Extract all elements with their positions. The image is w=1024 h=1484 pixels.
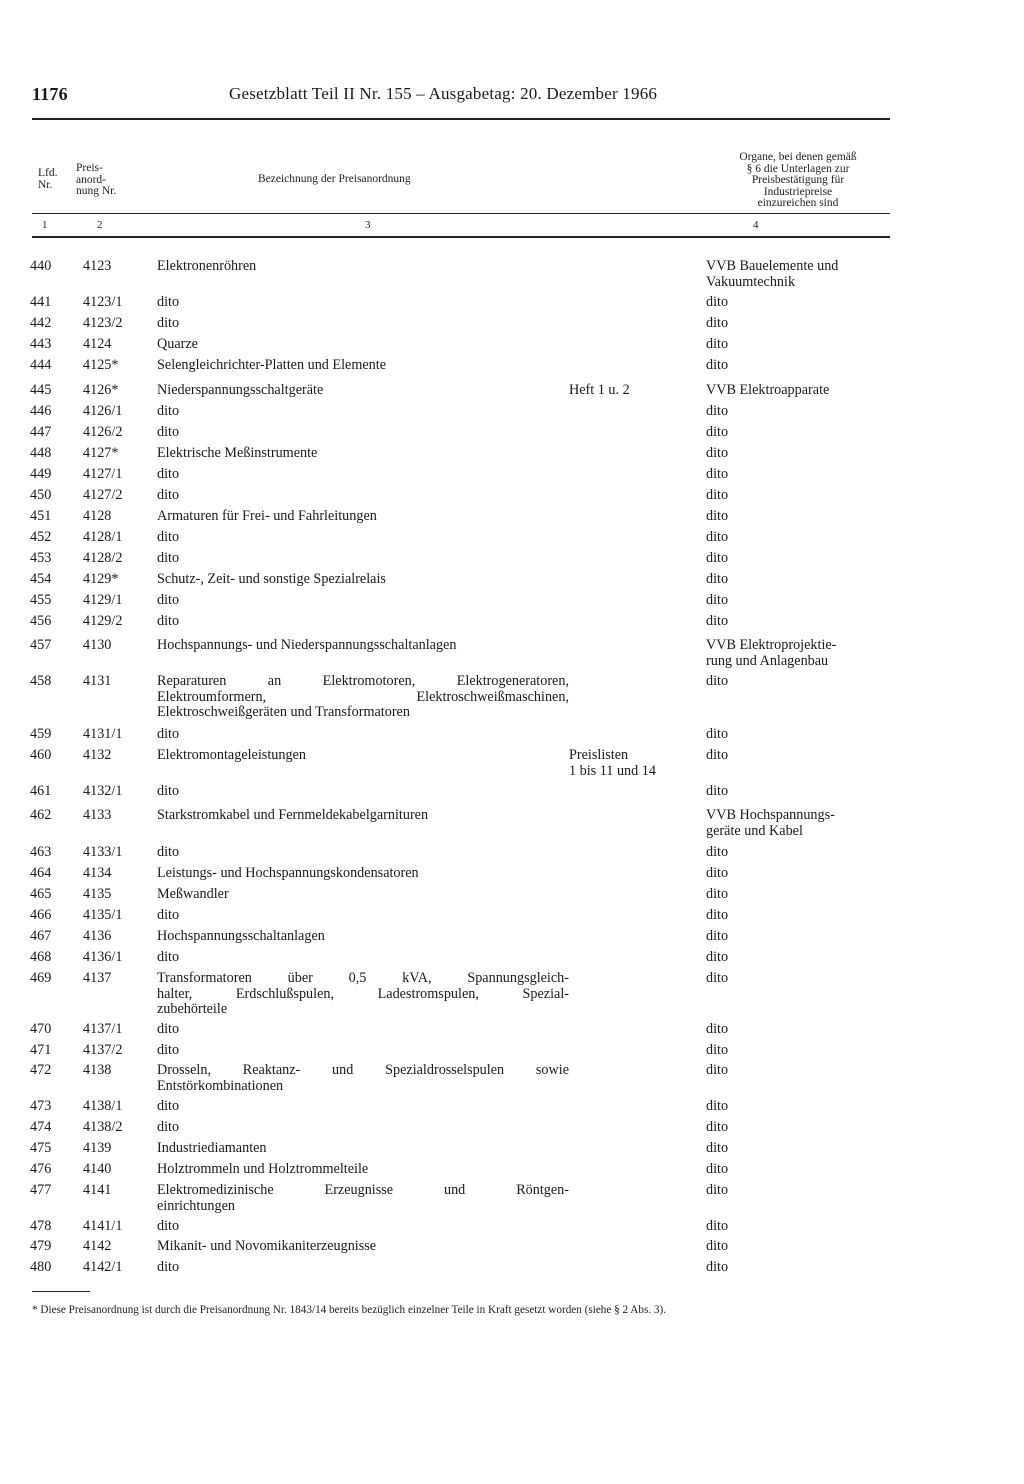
bezeichnung-cell — [157, 509, 569, 525]
bezeichnung-cell-line: Hochspannungsschaltanlagen — [157, 928, 325, 944]
bezeichnung-cell — [157, 446, 569, 462]
bezeichnung-cell — [157, 845, 569, 861]
bezeichnung-cell — [157, 572, 569, 588]
organe-cell-line: dito — [706, 1259, 729, 1275]
bezeichnung-cell-line: dito — [157, 592, 180, 608]
organe-cell — [706, 1141, 890, 1157]
preisanordnung-cell: 4127/2 — [83, 487, 123, 503]
lfd-cell: 447 — [30, 424, 52, 440]
organe-cell — [706, 887, 890, 903]
bezeichnung-cell — [157, 551, 569, 567]
organe-cell-line: VVB Bauelemente und — [706, 258, 839, 274]
organe-cell-line: VVB Hochspannungs- — [706, 807, 835, 823]
bezeichnung-cell — [157, 808, 569, 824]
lfd-cell: 476 — [30, 1161, 52, 1177]
organe-cell-line: dito — [706, 1062, 729, 1078]
organe-cell-line: dito — [706, 1218, 729, 1234]
organe-cell — [706, 950, 890, 966]
lfd-cell: 453 — [30, 550, 52, 566]
organe-cell-line: dito — [706, 844, 729, 860]
bezeichnung-cell-line: Entstörkombinationen — [157, 1077, 284, 1094]
lfd-cell: 473 — [30, 1098, 52, 1114]
organe-cell — [706, 404, 890, 420]
bezeichnung-cell-line: dito — [157, 783, 180, 799]
organe-cell-line: dito — [706, 1238, 729, 1254]
lfd-cell: 440 — [30, 258, 52, 274]
organe-cell — [706, 467, 890, 483]
bezeichnung-cell — [157, 950, 569, 966]
preisanordnung-cell: 4133/1 — [83, 844, 123, 860]
bezeichnung-cell-line: Elektroumformern, Elektroschweißmaschinen, — [157, 688, 569, 705]
bezeichnung-cell-line: einrichtungen — [157, 1197, 236, 1214]
bezeichnung-cell — [157, 1043, 569, 1059]
organe-cell — [706, 358, 890, 374]
bezeichnung-cell-line: dito — [157, 613, 180, 629]
lfd-cell: 448 — [30, 445, 52, 461]
preisanordnung-cell: 4141/1 — [83, 1218, 123, 1234]
bezeichnung-cell — [157, 425, 569, 441]
organe-cell-line: dito — [706, 592, 729, 608]
bezeichnung-cell — [157, 1099, 569, 1115]
preisanordnung-cell: 4133 — [83, 807, 112, 823]
bezeichnung-cell-line: dito — [157, 1119, 180, 1135]
organe-cell-line: dito — [706, 424, 729, 440]
column-number-2: 2 — [97, 219, 103, 231]
bezeichnung-cell-line: dito — [157, 726, 180, 742]
organe-cell — [706, 1219, 890, 1235]
preisanordnung-cell: 4137 — [83, 970, 112, 986]
bezeichnung-cell — [157, 467, 569, 483]
bezeichnung-cell — [157, 337, 569, 353]
bezeichnung-cell-line: Niederspannungsschaltgeräte — [157, 382, 324, 398]
bezeichnung-cell-line: dito — [157, 424, 180, 440]
organe-cell-line: dito — [706, 466, 729, 482]
bezeichnung-cell-line: dito — [157, 315, 180, 331]
preisanordnung-cell: 4132/1 — [83, 783, 123, 799]
preisanordnung-cell: 4135 — [83, 886, 112, 902]
organe-cell-line: dito — [706, 783, 729, 799]
preisanordnung-cell: 4125* — [83, 357, 119, 373]
lfd-cell: 468 — [30, 949, 52, 965]
organe-cell — [706, 383, 890, 399]
column-header-preisanordnung: Preis- anord- nung Nr. — [76, 162, 117, 197]
bezeichnung-cell — [157, 784, 569, 800]
organe-cell — [706, 638, 890, 669]
organe-cell — [706, 337, 890, 353]
preisanordnung-cell: 4138/1 — [83, 1098, 123, 1114]
organe-cell — [706, 866, 890, 882]
organe-cell-line: dito — [706, 487, 729, 503]
lfd-cell: 450 — [30, 487, 52, 503]
preisanordnung-cell: 4128/1 — [83, 529, 123, 545]
organe-cell — [706, 425, 890, 441]
bezeichnung-cell — [157, 1183, 569, 1214]
lfd-cell: 471 — [30, 1042, 52, 1058]
organe-cell — [706, 446, 890, 462]
lfd-cell: 480 — [30, 1259, 52, 1275]
preisanordnung-cell: 4123/2 — [83, 315, 123, 331]
bezeichnung-cell-line: Starkstromkabel und Fernmeldekabelgarnituren — [157, 807, 429, 823]
reference-cell — [569, 383, 699, 399]
preisanordnung-cell: 4140 — [83, 1161, 112, 1177]
bezeichnung-cell-line: Holztrommeln und Holztrommelteile — [157, 1161, 369, 1177]
header-title: Gesetzblatt Teil II Nr. 155 – Ausgabetag: 20. Dezember 1966 — [229, 84, 658, 103]
organe-cell — [706, 509, 890, 525]
bezeichnung-cell — [157, 866, 569, 882]
lfd-cell: 479 — [30, 1238, 52, 1254]
organe-cell — [706, 259, 890, 290]
preisanordnung-cell: 4126/1 — [83, 403, 123, 419]
organe-cell — [706, 316, 890, 332]
bezeichnung-cell — [157, 295, 569, 311]
reference-cell-line: Preislisten — [569, 747, 629, 763]
preisanordnung-cell: 4141 — [83, 1182, 112, 1198]
bezeichnung-cell-line: Quarze — [157, 336, 198, 352]
organe-cell-line: dito — [706, 336, 729, 352]
lfd-cell: 465 — [30, 886, 52, 902]
organe-cell — [706, 593, 890, 609]
bezeichnung-cell-line: Elektromedizinische Erzeugnisse und Röntgen- — [157, 1182, 569, 1198]
bezeichnung-cell-line: dito — [157, 844, 180, 860]
column-number-rule — [32, 236, 890, 238]
bezeichnung-cell — [157, 316, 569, 332]
organe-cell — [706, 727, 890, 743]
bezeichnung-cell-line: dito — [157, 1259, 180, 1275]
lfd-cell: 461 — [30, 783, 52, 799]
organe-cell — [706, 971, 890, 987]
organe-cell — [706, 1120, 890, 1136]
bezeichnung-cell-line: dito — [157, 1098, 180, 1114]
bezeichnung-cell — [157, 971, 569, 1018]
bezeichnung-cell-line: Elektronenröhren — [157, 258, 257, 274]
preisanordnung-cell: 4138 — [83, 1062, 112, 1078]
bezeichnung-cell — [157, 908, 569, 924]
organe-cell-line: VVB Elektroapparate — [706, 382, 830, 398]
bezeichnung-cell-line: dito — [157, 1218, 180, 1234]
bezeichnung-cell — [157, 727, 569, 743]
organe-cell — [706, 551, 890, 567]
bezeichnung-cell-line: dito — [157, 403, 180, 419]
lfd-cell: 456 — [30, 613, 52, 629]
lfd-cell: 463 — [30, 844, 52, 860]
reference-cell — [569, 748, 699, 779]
organe-cell-line: dito — [706, 907, 729, 923]
preisanordnung-cell: 4129/1 — [83, 592, 123, 608]
bezeichnung-cell — [157, 1260, 569, 1276]
bezeichnung-cell — [157, 488, 569, 504]
bezeichnung-cell — [157, 1239, 569, 1255]
bezeichnung-cell-line: Elektrische Meßinstrumente — [157, 445, 318, 461]
page-header — [32, 84, 890, 108]
bezeichnung-cell-line: dito — [157, 294, 180, 310]
column-header-organe: Organe, bei denen gemäß § 6 die Unterlagen zur Preisbestätigung für Industriepreise einzureichen sind — [739, 151, 857, 209]
column-header-lfd: Lfd. Nr. — [38, 167, 58, 191]
organe-cell-line: dito — [706, 1182, 729, 1198]
bezeichnung-cell-line: dito — [157, 949, 180, 965]
lfd-cell: 443 — [30, 336, 52, 352]
organe-cell-line: dito — [706, 928, 729, 944]
lfd-cell: 466 — [30, 907, 52, 923]
bezeichnung-cell — [157, 638, 569, 654]
organe-cell-line: dito — [706, 445, 729, 461]
organe-cell-line: dito — [706, 886, 729, 902]
organe-cell — [706, 1183, 890, 1199]
organe-cell-line: dito — [706, 613, 729, 629]
organe-cell-line: dito — [706, 1098, 729, 1114]
preisanordnung-cell: 4123 — [83, 258, 112, 274]
lfd-cell: 470 — [30, 1021, 52, 1037]
lfd-cell: 441 — [30, 294, 52, 310]
reference-cell-line: Heft 1 u. 2 — [569, 382, 630, 398]
lfd-cell: 457 — [30, 637, 52, 653]
preisanordnung-cell: 4142 — [83, 1238, 112, 1254]
lfd-cell: 452 — [30, 529, 52, 545]
bezeichnung-cell-line: Mikanit- und Novomikaniterzeugnisse — [157, 1238, 377, 1254]
preisanordnung-cell: 4126/2 — [83, 424, 123, 440]
lfd-cell: 467 — [30, 928, 52, 944]
preisanordnung-cell: 4132 — [83, 747, 112, 763]
organe-cell-line: dito — [706, 1161, 729, 1177]
bezeichnung-cell — [157, 1162, 569, 1178]
organe-cell — [706, 845, 890, 861]
preisanordnung-cell: 4136/1 — [83, 949, 123, 965]
lfd-cell: 458 — [30, 673, 52, 689]
lfd-cell: 472 — [30, 1062, 52, 1078]
bezeichnung-cell-line: dito — [157, 1042, 180, 1058]
bezeichnung-cell-line: Transformatoren über 0,5 kVA, Spannungsgleich- — [157, 970, 569, 986]
organe-cell-line: dito — [706, 357, 729, 373]
organe-cell — [706, 572, 890, 588]
lfd-cell: 478 — [30, 1218, 52, 1234]
bezeichnung-cell — [157, 1141, 569, 1157]
footnote: * Diese Preisanordnung ist durch die Preisanordnung Nr. 1843/14 bereits bezüglich einzelner Teile in Kraft gesetzt worden (siehe § 2 Abs. 3). — [32, 1304, 667, 1316]
bezeichnung-cell-line: zubehörteile — [157, 1001, 228, 1017]
preisanordnung-cell: 4131 — [83, 673, 112, 689]
bezeichnung-cell-line: dito — [157, 550, 180, 566]
bezeichnung-cell-line: dito — [157, 1021, 180, 1037]
column-header-bezeichnung: Bezeichnung der Preisanordnung — [258, 173, 411, 185]
organe-cell-line: dito — [706, 1021, 729, 1037]
lfd-cell: 446 — [30, 403, 52, 419]
lfd-cell: 460 — [30, 747, 52, 763]
column-number-3: 3 — [365, 219, 371, 231]
preisanordnung-cell: 4128 — [83, 508, 112, 524]
column-number-4: 4 — [753, 219, 759, 231]
organe-cell-line: Vakuumtechnik — [706, 273, 796, 290]
bezeichnung-cell — [157, 383, 569, 399]
bezeichnung-cell — [157, 358, 569, 374]
organe-cell-line: dito — [706, 529, 729, 545]
lfd-cell: 475 — [30, 1140, 52, 1156]
organe-cell — [706, 614, 890, 630]
bezeichnung-cell — [157, 1022, 569, 1038]
lfd-cell: 445 — [30, 382, 52, 398]
preisanordnung-cell: 4139 — [83, 1140, 112, 1156]
bezeichnung-cell-line: Elektromontageleistungen — [157, 747, 306, 763]
bezeichnung-cell — [157, 259, 569, 275]
organe-cell — [706, 674, 890, 690]
preisanordnung-cell: 4142/1 — [83, 1259, 123, 1275]
organe-cell-line: rung und Anlagenbau — [706, 652, 829, 669]
lfd-cell: 462 — [30, 807, 52, 823]
bezeichnung-cell — [157, 887, 569, 903]
bezeichnung-cell-line: dito — [157, 466, 180, 482]
organe-cell-line: dito — [706, 949, 729, 965]
organe-cell-line: dito — [706, 673, 729, 689]
column-header-rule — [32, 213, 890, 214]
bezeichnung-cell-line: Reparaturen an Elektromotoren, Elektrogeneratoren, — [157, 673, 569, 689]
organe-cell — [706, 1022, 890, 1038]
organe-cell-line: dito — [706, 747, 729, 763]
preisanordnung-cell: 4131/1 — [83, 726, 123, 742]
preisanordnung-cell: 4136 — [83, 928, 112, 944]
preisanordnung-cell: 4123/1 — [83, 294, 123, 310]
bezeichnung-cell-line: Elektroschweißgeräten und Transformatoren — [157, 704, 410, 720]
bezeichnung-cell-line: Leistungs- und Hochspannungskondensatoren — [157, 865, 419, 881]
page-number: 1176 — [32, 84, 68, 104]
preisanordnung-cell: 4124 — [83, 336, 112, 352]
preisanordnung-cell: 4130 — [83, 637, 112, 653]
bezeichnung-cell-line: Drosseln, Reaktanz- und Spezialdrosselspulen sowie — [157, 1062, 569, 1078]
organe-cell-line: dito — [706, 726, 729, 742]
organe-cell-line: dito — [706, 403, 729, 419]
bezeichnung-cell-line: Meßwandler — [157, 886, 229, 902]
lfd-cell: 477 — [30, 1182, 52, 1198]
bezeichnung-cell — [157, 593, 569, 609]
column-number-1: 1 — [42, 219, 48, 231]
organe-cell-line: dito — [706, 1042, 729, 1058]
organe-cell — [706, 929, 890, 945]
preisanordnung-cell: 4129* — [83, 571, 119, 587]
bezeichnung-cell-line: halter, Erdschlußspulen, Ladestromspulen, Spezial- — [157, 985, 569, 1002]
organe-cell — [706, 808, 890, 839]
organe-cell-line: dito — [706, 1119, 729, 1135]
organe-cell — [706, 295, 890, 311]
footnote-rule — [32, 1291, 90, 1292]
lfd-cell: 444 — [30, 357, 52, 373]
bezeichnung-cell-line: dito — [157, 487, 180, 503]
bezeichnung-cell-line: Schutz-, Zeit- und sonstige Spezialrelais — [157, 571, 386, 587]
bezeichnung-cell — [157, 929, 569, 945]
lfd-cell: 442 — [30, 315, 52, 331]
header-rule — [32, 118, 890, 120]
organe-cell — [706, 488, 890, 504]
lfd-cell: 454 — [30, 571, 52, 587]
organe-cell — [706, 908, 890, 924]
bezeichnung-cell — [157, 614, 569, 630]
organe-cell-line: VVB Elektroprojektie- — [706, 637, 837, 653]
organe-cell — [706, 1043, 890, 1059]
bezeichnung-cell — [157, 530, 569, 546]
lfd-cell: 459 — [30, 726, 52, 742]
bezeichnung-cell — [157, 674, 569, 721]
preisanordnung-cell: 4137/2 — [83, 1042, 123, 1058]
organe-cell-line: dito — [706, 1140, 729, 1156]
organe-cell-line: dito — [706, 294, 729, 310]
bezeichnung-cell-line: Industriediamanten — [157, 1140, 267, 1156]
organe-cell-line: dito — [706, 508, 729, 524]
organe-cell-line: dito — [706, 315, 729, 331]
preisanordnung-cell: 4128/2 — [83, 550, 123, 566]
bezeichnung-cell — [157, 404, 569, 420]
lfd-cell: 449 — [30, 466, 52, 482]
preisanordnung-cell: 4138/2 — [83, 1119, 123, 1135]
organe-cell-line: dito — [706, 865, 729, 881]
organe-cell-line: dito — [706, 970, 729, 986]
preisanordnung-cell: 4126* — [83, 382, 119, 398]
preisanordnung-cell: 4134 — [83, 865, 112, 881]
preisanordnung-cell: 4137/1 — [83, 1021, 123, 1037]
bezeichnung-cell-line: Armaturen für Frei- und Fahrleitungen — [157, 508, 377, 524]
bezeichnung-cell — [157, 1063, 569, 1094]
organe-cell — [706, 784, 890, 800]
bezeichnung-cell — [157, 748, 569, 764]
organe-cell-line: dito — [706, 550, 729, 566]
bezeichnung-cell-line: dito — [157, 907, 180, 923]
lfd-cell: 474 — [30, 1119, 52, 1135]
organe-cell-line: dito — [706, 571, 729, 587]
bezeichnung-cell-line: Hochspannungs- und Niederspannungsschaltanlagen — [157, 637, 457, 653]
preisanordnung-cell: 4135/1 — [83, 907, 123, 923]
organe-cell — [706, 530, 890, 546]
organe-cell — [706, 1260, 890, 1276]
preisanordnung-cell: 4127/1 — [83, 466, 123, 482]
bezeichnung-cell — [157, 1120, 569, 1136]
lfd-cell: 464 — [30, 865, 52, 881]
organe-cell — [706, 1063, 890, 1079]
organe-cell — [706, 1162, 890, 1178]
organe-cell — [706, 1239, 890, 1255]
bezeichnung-cell-line: Selengleichrichter-Platten und Elemente — [157, 357, 386, 373]
lfd-cell: 469 — [30, 970, 52, 986]
organe-cell — [706, 1099, 890, 1115]
reference-cell-line: 1 bis 11 und 14 — [569, 762, 656, 779]
bezeichnung-cell-line: dito — [157, 529, 180, 545]
lfd-cell: 455 — [30, 592, 52, 608]
lfd-cell: 451 — [30, 508, 52, 524]
organe-cell — [706, 748, 890, 764]
organe-cell-line: geräte und Kabel — [706, 822, 803, 839]
preisanordnung-cell: 4129/2 — [83, 613, 123, 629]
preisanordnung-cell: 4127* — [83, 445, 119, 461]
bezeichnung-cell — [157, 1219, 569, 1235]
